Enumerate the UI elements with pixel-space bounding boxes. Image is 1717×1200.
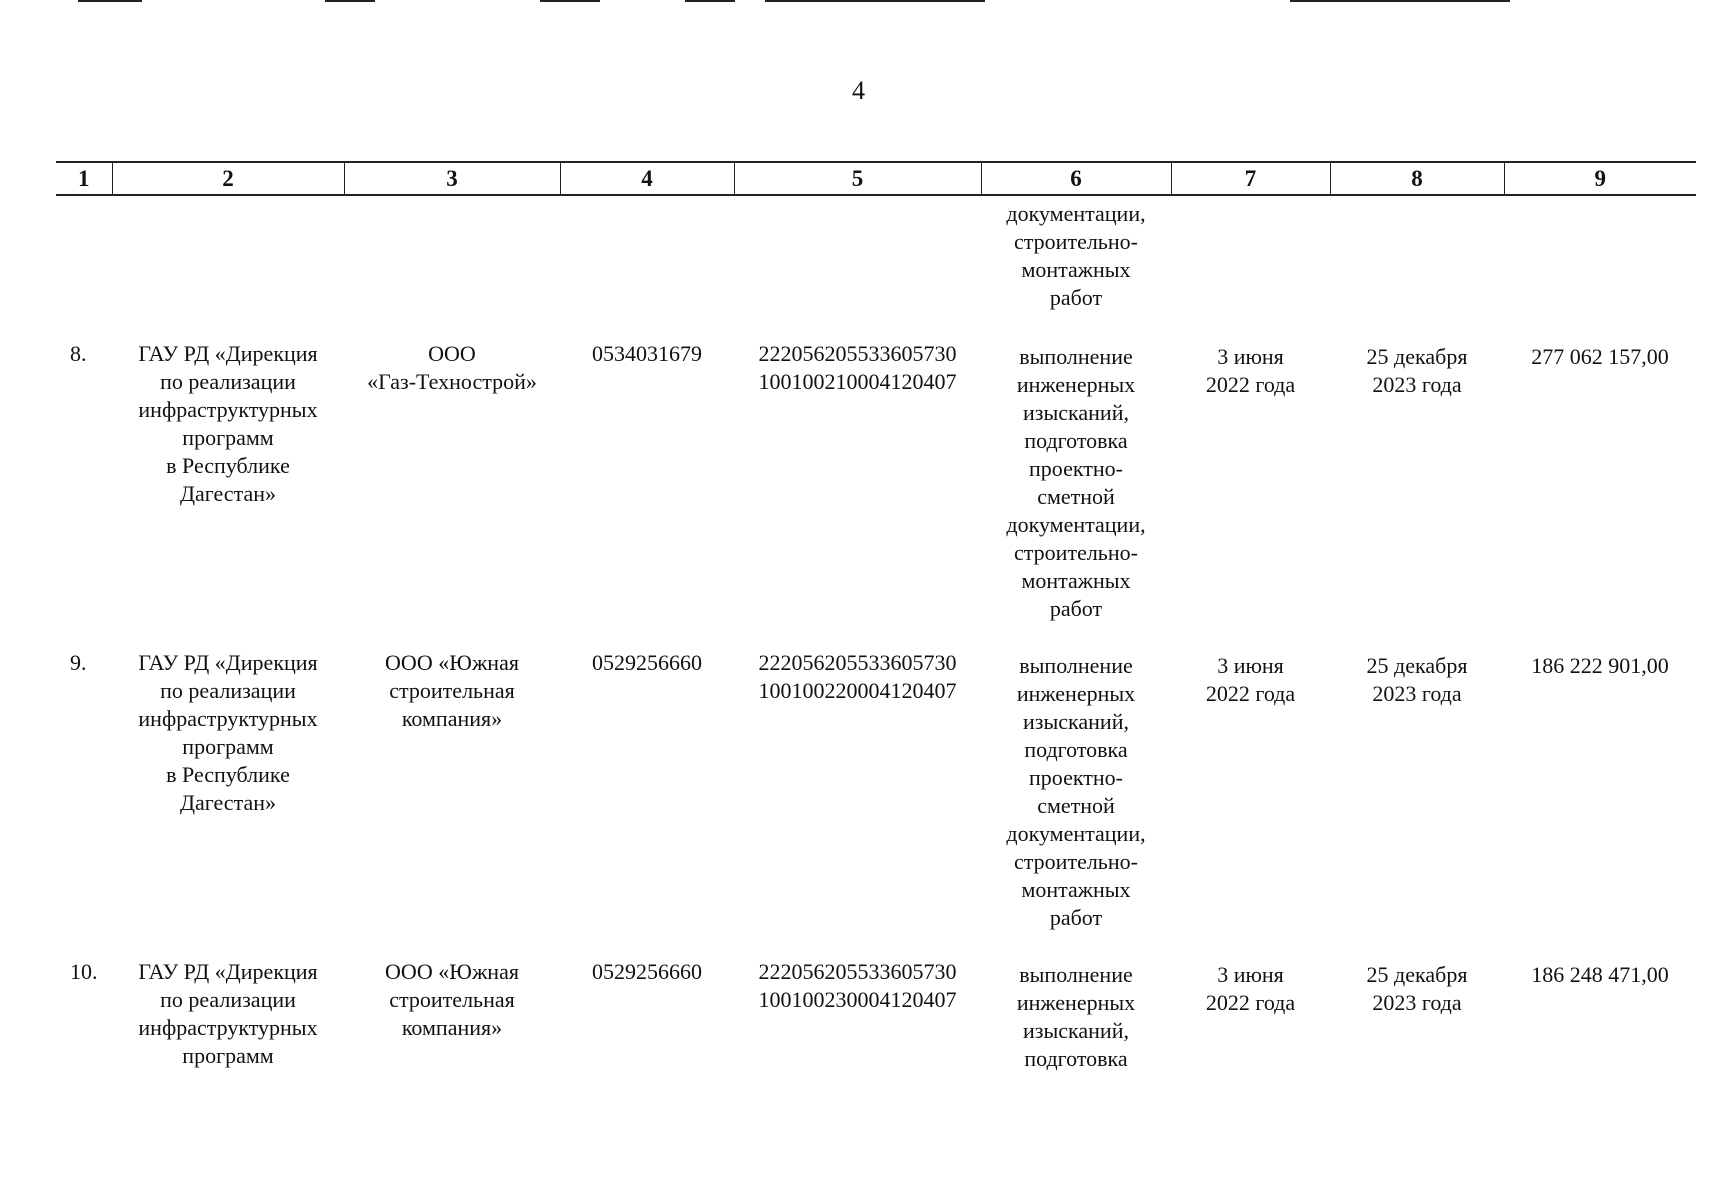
table-row [56,643,1696,952]
cell-work-description: выполнение инженерных изысканий, подготовка [1016,962,1136,1071]
cell-start-date: 3 июня 2022 года [1205,344,1296,397]
table-header-row [56,162,1696,195]
cell-inn: 0529256660 [592,959,702,984]
column-header-6: 6 [981,162,1171,195]
cell-inn: 0534031679 [592,341,702,366]
cell-customer: ГАУ РД «Дирекция по реализации инфраструктурных программ в Республике Дагестан» [138,341,318,506]
cell-work-description: выполнение инженерных изысканий, подготовка проектно- сметной документации, строительно- монтажных работ [1006,344,1146,621]
cell-row-number: 8. [70,341,87,366]
scan-artifact-line [765,0,985,2]
scan-artifact-line [685,0,735,2]
column-header-5: 5 [734,162,981,195]
cell-start-date: 3 июня 2022 года [1205,653,1296,706]
scan-artifact-line [78,0,142,2]
cell-end-date: 25 декабря 2023 года [1366,962,1468,1015]
cell-contractor: ООО «Газ-Технострой» [367,341,537,394]
column-header-4: 4 [560,162,734,195]
cell-empty [560,195,734,334]
cell-customer: ГАУ РД «Дирекция по реализации инфраструктурных программ [138,959,318,1068]
cell-empty [112,195,344,334]
cell-start-date: 3 июня 2022 года [1205,962,1296,1015]
cell-end-date: 25 декабря 2023 года [1366,344,1468,397]
cell-empty [734,195,981,334]
table-row-continuation [56,195,1696,334]
column-header-7: 7 [1171,162,1330,195]
cell-empty [344,195,560,334]
column-header-3: 3 [344,162,560,195]
cell-contractor: ООО «Южная строительная компания» [385,650,519,731]
table-row [56,334,1696,643]
cell-purchase-code: 222056205533605730 100100230004120407 [758,959,957,1012]
column-header-8: 8 [1330,162,1504,195]
cell-contractor: ООО «Южная строительная компания» [385,959,519,1040]
scan-artifact-line [1290,0,1510,2]
cell-amount: 186 248 471,00 [1531,962,1669,987]
cell-work-description: документации, строительно- монтажных работ [1006,201,1146,310]
cell-end-date: 25 декабря 2023 года [1366,653,1468,706]
cell-customer: ГАУ РД «Дирекция по реализации инфраструктурных программ в Республике Дагестан» [138,650,318,815]
contracts-table [56,161,1696,1093]
table-row [56,952,1696,1093]
cell-purchase-code: 222056205533605730 100100210004120407 [758,341,957,394]
column-header-1: 1 [56,162,112,195]
cell-row-number: 10. [70,959,98,984]
cell-inn: 0529256660 [592,650,702,675]
cell-amount: 277 062 157,00 [1531,344,1669,369]
scan-artifact-line [540,0,600,2]
column-header-9: 9 [1504,162,1696,195]
cell-row-number: 9. [70,650,87,675]
cell-empty [56,195,112,334]
scan-artifact-line [325,0,375,2]
cell-empty [1504,195,1696,334]
page-number: 4 [852,76,865,105]
cell-work-description: выполнение инженерных изысканий, подготовка проектно- сметной документации, строительно- монтажных работ [1006,653,1146,930]
cell-empty [1330,195,1504,334]
cell-purchase-code: 222056205533605730 100100220004120407 [758,650,957,703]
cell-empty [1171,195,1330,334]
column-header-2: 2 [112,162,344,195]
cell-amount: 186 222 901,00 [1531,653,1669,678]
